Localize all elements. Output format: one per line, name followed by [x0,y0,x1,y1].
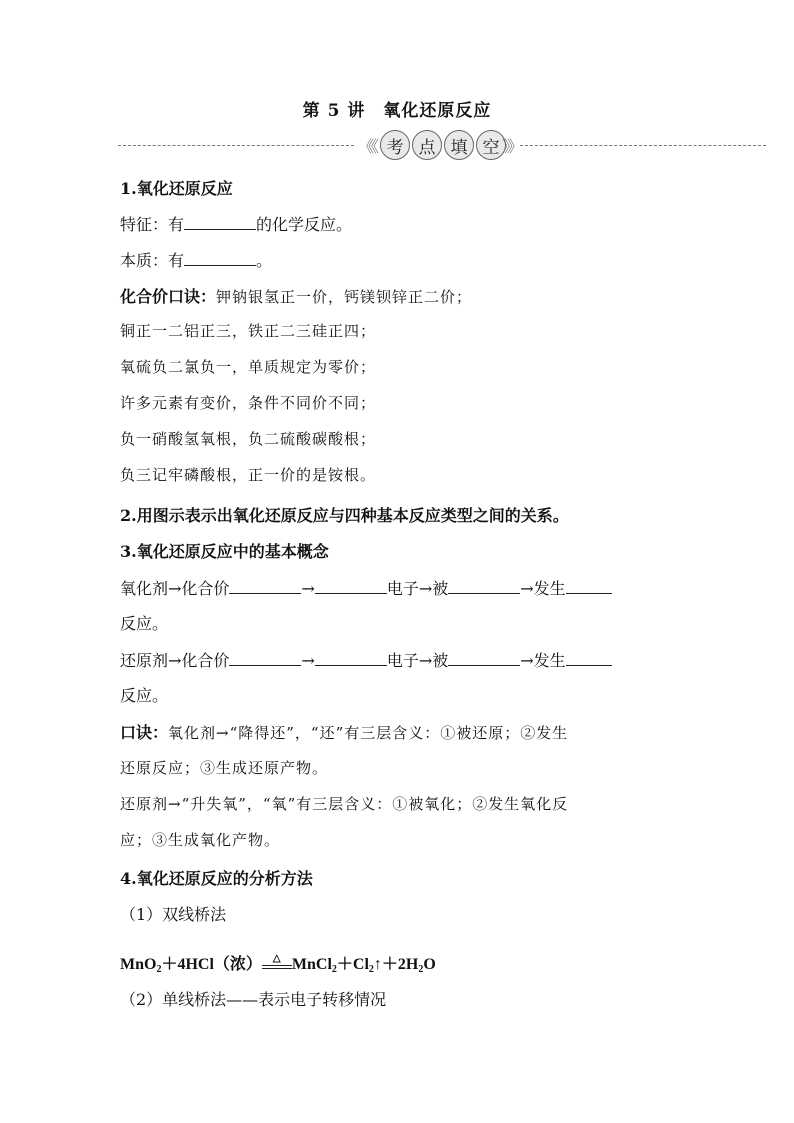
fill-blank[interactable] [184,215,256,230]
rhyme-label: 化合价口诀： [120,287,217,306]
rhyme-text: 钾钠银氢正一价，钙镁钡锌正二价； [216,288,473,306]
section-3-heading: 3.氧化还原反应中的基本概念 [120,542,329,561]
section-banner [118,130,766,162]
single-bridge-label: （2）单线桥法——表示电子转移情况 [120,990,387,1009]
banner-right-rule [520,145,766,146]
rhyme-line-4: 许多元素有变价，条件不同价不同； [120,394,377,412]
oxidant-line [120,576,612,599]
essence-line [120,248,272,271]
eq-part: O [423,956,436,973]
section-1-heading: 1.氧化还原反应 [120,179,233,198]
tip-line-2: 还原反应；③生成还原产物。 [120,759,329,777]
tip-line-3: 还原剂→“升失氧”，“氧”有三层含义：①被氧化；②发生氧化反 [120,795,569,813]
reductant-line [120,648,612,671]
eq-subscript: 2 [331,964,337,975]
tip-text: 氧化剂→“降得还”，“还”有三层含义：①被还原；②发生 [168,724,569,742]
banner-char: 点 [412,130,442,160]
essence-suffix: 。 [256,251,273,270]
chemical-equation [120,951,436,974]
rhyme-line-2: 铜正一二铝正三，铁正二三硅正四； [120,322,377,340]
fill-blank[interactable] [229,579,301,594]
tip-label: 口诀： [120,723,169,742]
essence-prefix: 本质：有 [120,251,185,270]
occur-text: →发生 [520,579,566,598]
reductant-text: 还原剂→化合价 [120,651,230,670]
double-bridge-label: （1）双线桥法 [120,905,227,924]
feature-line [120,212,352,235]
fill-blank[interactable] [229,651,301,666]
oxidant-line-end: 反应。 [120,614,169,633]
eq-subscript: 2 [418,964,424,975]
eq-part: ＋4HCl（浓） [161,956,262,973]
lesson-number: 第 5 讲 [302,101,366,121]
banner-char: 空 [476,130,506,160]
banner-label [380,130,506,160]
fill-blank[interactable] [566,651,612,666]
tip-line-1 [120,720,568,743]
banner-char: 考 [380,130,410,160]
fill-blank[interactable] [184,251,256,266]
section-2-heading: 2.用图示表示出氧化还原反应与四种基本反应类型之间的关系。 [120,506,569,525]
section-4-heading: 4.氧化还原反应的分析方法 [120,869,313,888]
feature-prefix: 特征：有 [120,215,185,234]
banner-left-arrows: 《《 [358,137,377,156]
fill-blank[interactable] [448,579,520,594]
fill-blank[interactable] [315,651,387,666]
banner-right-arrows: 》》 [502,137,521,156]
page-title [0,96,794,121]
eq-part: ＋Cl [336,956,369,973]
eq-subscript: 2 [156,964,162,975]
eq-part: ↑＋2H [373,956,419,973]
eq-subscript: 2 [368,964,374,975]
banner-left-rule [118,145,354,146]
electron-text: 电子→被 [386,651,449,670]
reductant-line-end: 反应。 [120,686,169,705]
fill-blank[interactable] [566,579,612,594]
feature-suffix: 的化学反应。 [256,215,353,234]
eq-part: MnCl [291,956,332,973]
occur-text: →发生 [520,651,566,670]
heat-icon: △ [272,953,281,964]
rhyme-line-6: 负三记牢磷酸根，正一价的是铵根。 [120,466,377,484]
arrow-text: → [301,579,315,598]
banner-char: 填 [444,130,474,160]
rhyme-line-1 [120,284,472,307]
fill-blank[interactable] [315,579,387,594]
arrow-text: → [301,651,315,670]
rhyme-line-3: 氧硫负二氯负一，单质规定为零价； [120,358,377,376]
fill-blank[interactable] [448,651,520,666]
rhyme-line-5: 负一硝酸氢氧根，负二硫酸碳酸根； [120,430,377,448]
tip-line-4: 应；③生成氧化产物。 [120,831,281,849]
eq-part: MnO [120,956,157,973]
electron-text: 电子→被 [386,579,449,598]
oxidant-text: 氧化剂→化合价 [120,579,230,598]
lesson-topic: 氧化还原反应 [383,101,492,121]
